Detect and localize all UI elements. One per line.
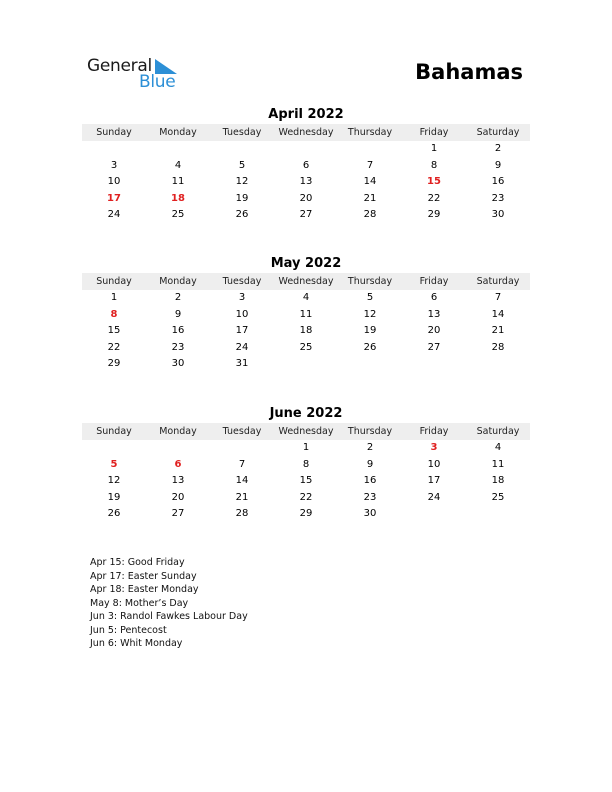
weeks-grid xyxy=(82,440,530,523)
month-title: May 2022 xyxy=(270,256,342,271)
week-row xyxy=(82,506,530,523)
day-cell: 29 xyxy=(299,508,313,519)
day-cell: 9 xyxy=(174,308,182,320)
day-cell: 4 xyxy=(494,442,502,453)
week-row xyxy=(82,356,530,373)
day-cell: 9 xyxy=(366,458,374,470)
day-cell: 26 xyxy=(363,341,377,353)
day-cell: 28 xyxy=(491,341,505,353)
holiday-item: Apr 18: Easter Monday xyxy=(90,584,199,595)
day-cell: 25 xyxy=(171,209,185,220)
day-cell: 9 xyxy=(494,159,502,171)
holiday-item: Apr 15: Good Friday xyxy=(90,557,185,568)
weekday-label: Friday xyxy=(419,127,449,138)
week-row xyxy=(82,174,530,191)
weeks-grid xyxy=(82,290,530,373)
week-row xyxy=(82,191,530,208)
day-cell: 29 xyxy=(107,358,121,369)
day-cell: 1 xyxy=(110,292,118,303)
logo-text-general: General xyxy=(87,56,152,76)
month-title: June 2022 xyxy=(269,406,343,421)
day-cell xyxy=(466,506,530,523)
weekday-label: Sunday xyxy=(96,276,132,287)
day-cell: 11 xyxy=(491,458,505,470)
weekday-label: Thursday xyxy=(347,127,393,138)
day-cell: 13 xyxy=(171,475,185,486)
day-cell: 12 xyxy=(107,475,121,486)
weekday-label: Tuesday xyxy=(222,426,262,437)
month-title: April 2022 xyxy=(268,107,344,122)
weeks-grid xyxy=(82,141,530,224)
weekday-label: Friday xyxy=(419,426,449,437)
day-cell: 21 xyxy=(235,491,249,503)
week-row xyxy=(82,158,530,175)
day-cell: 26 xyxy=(107,508,121,519)
day-cell: 16 xyxy=(363,475,377,486)
week-row xyxy=(82,323,530,340)
holiday-day-cell: 15 xyxy=(427,176,441,187)
weekday-label: Tuesday xyxy=(222,127,262,138)
holiday-item: Jun 3: Randol Fawkes Labour Day xyxy=(90,611,248,622)
weekday-label: Wednesday xyxy=(278,276,334,287)
weekday-label: Friday xyxy=(419,276,449,287)
day-cell: 5 xyxy=(366,292,374,303)
day-cell: 24 xyxy=(107,209,121,220)
day-cell: 20 xyxy=(427,325,441,336)
day-cell: 19 xyxy=(107,491,121,503)
weekday-label: Monday xyxy=(159,276,197,287)
day-cell: 27 xyxy=(171,508,185,519)
day-cell: 7 xyxy=(366,159,374,171)
day-cell xyxy=(146,440,210,457)
day-cell: 25 xyxy=(299,341,313,353)
day-cell: 7 xyxy=(238,458,246,470)
holiday-list xyxy=(90,556,248,651)
week-row xyxy=(82,457,530,474)
day-cell: 15 xyxy=(107,325,121,336)
day-cell: 3 xyxy=(238,292,246,303)
day-cell: 25 xyxy=(491,491,505,503)
day-cell xyxy=(338,356,402,373)
day-cell: 5 xyxy=(238,159,246,171)
day-cell: 24 xyxy=(235,341,249,353)
day-cell: 22 xyxy=(107,341,121,353)
day-cell: 13 xyxy=(299,176,313,187)
weekday-header-row xyxy=(82,273,530,290)
holiday-day-cell: 6 xyxy=(174,458,182,470)
day-cell: 29 xyxy=(427,209,441,220)
day-cell: 27 xyxy=(427,341,441,353)
day-cell: 19 xyxy=(235,192,249,204)
day-cell xyxy=(402,506,466,523)
day-cell: 28 xyxy=(363,209,377,220)
day-cell xyxy=(274,141,338,158)
day-cell: 10 xyxy=(235,308,249,320)
day-cell xyxy=(210,440,274,457)
day-cell: 10 xyxy=(427,458,441,470)
week-row xyxy=(82,490,530,507)
day-cell: 8 xyxy=(430,159,438,171)
day-cell xyxy=(146,141,210,158)
month-calendar-april xyxy=(82,106,530,224)
month-calendar-may xyxy=(82,255,530,373)
day-cell: 7 xyxy=(494,292,502,303)
week-row xyxy=(82,440,530,457)
day-cell: 14 xyxy=(363,176,377,187)
weekday-label: Wednesday xyxy=(278,426,334,437)
holiday-day-cell: 8 xyxy=(110,308,118,320)
logo xyxy=(87,56,197,92)
day-cell: 1 xyxy=(302,442,310,453)
weekday-label: Monday xyxy=(159,127,197,138)
holiday-day-cell: 3 xyxy=(430,442,438,453)
day-cell: 20 xyxy=(171,491,185,503)
day-cell: 20 xyxy=(299,192,313,204)
day-cell: 23 xyxy=(363,491,377,503)
day-cell: 18 xyxy=(299,325,313,336)
day-cell xyxy=(338,141,402,158)
day-cell: 22 xyxy=(427,192,441,204)
week-row xyxy=(82,307,530,324)
weekday-header-row xyxy=(82,423,530,440)
week-row xyxy=(82,207,530,224)
day-cell: 3 xyxy=(110,159,118,171)
day-cell xyxy=(82,141,146,158)
day-cell: 16 xyxy=(491,176,505,187)
weekday-label: Saturday xyxy=(476,127,520,138)
day-cell: 23 xyxy=(171,341,185,353)
weekday-label: Thursday xyxy=(347,276,393,287)
weekday-header-row xyxy=(82,124,530,141)
holiday-item: Apr 17: Easter Sunday xyxy=(90,570,197,582)
day-cell: 6 xyxy=(302,159,310,171)
day-cell: 13 xyxy=(427,308,441,320)
weekday-label: Sunday xyxy=(96,426,132,437)
day-cell xyxy=(210,141,274,158)
day-cell xyxy=(402,356,466,373)
weekday-label: Sunday xyxy=(96,127,132,138)
day-cell: 12 xyxy=(363,308,377,320)
holiday-day-cell: 17 xyxy=(107,192,121,204)
day-cell: 14 xyxy=(235,475,249,486)
day-cell: 6 xyxy=(430,292,438,303)
holiday-item: Jun 5: Pentecost xyxy=(90,624,167,636)
day-cell: 30 xyxy=(171,358,185,369)
day-cell: 2 xyxy=(174,292,182,303)
weekday-label: Tuesday xyxy=(222,276,262,287)
week-row xyxy=(82,340,530,357)
week-row xyxy=(82,473,530,490)
day-cell xyxy=(82,440,146,457)
day-cell: 12 xyxy=(235,176,249,187)
day-cell: 11 xyxy=(171,176,185,187)
day-cell: 4 xyxy=(302,292,310,303)
day-cell: 16 xyxy=(171,325,185,336)
weekday-label: Saturday xyxy=(476,426,520,437)
day-cell: 15 xyxy=(299,475,313,486)
holiday-day-cell: 5 xyxy=(110,458,118,470)
day-cell: 17 xyxy=(427,475,441,486)
day-cell: 21 xyxy=(491,325,505,336)
week-row xyxy=(82,141,530,158)
weekday-label: Saturday xyxy=(476,276,520,287)
day-cell: 31 xyxy=(235,358,249,369)
month-calendar-june xyxy=(82,405,530,523)
holiday-item: May 8: Mother’s Day xyxy=(90,597,189,609)
day-cell: 19 xyxy=(363,325,377,336)
day-cell: 18 xyxy=(491,475,505,486)
day-cell: 26 xyxy=(235,209,249,220)
weekday-label: Thursday xyxy=(347,426,393,437)
day-cell: 10 xyxy=(107,176,121,187)
day-cell: 2 xyxy=(366,442,374,453)
day-cell: 21 xyxy=(363,192,377,204)
day-cell: 30 xyxy=(491,209,505,220)
day-cell: 30 xyxy=(363,508,377,519)
day-cell: 1 xyxy=(430,143,438,154)
day-cell: 8 xyxy=(302,458,310,470)
weekday-label: Wednesday xyxy=(278,127,334,138)
day-cell xyxy=(274,356,338,373)
weekday-label: Monday xyxy=(159,426,197,437)
holiday-item: Jun 6: Whit Monday xyxy=(90,638,183,649)
day-cell: 11 xyxy=(299,308,313,320)
day-cell: 4 xyxy=(174,159,182,171)
logo-text-blue: Blue xyxy=(139,72,176,92)
country-title: Bahamas xyxy=(415,60,523,84)
holiday-day-cell: 18 xyxy=(171,192,185,204)
week-row xyxy=(82,290,530,307)
day-cell: 23 xyxy=(491,192,505,204)
day-cell: 28 xyxy=(235,508,249,519)
day-cell: 17 xyxy=(235,325,249,336)
day-cell: 22 xyxy=(299,491,313,503)
day-cell: 24 xyxy=(427,491,441,503)
day-cell xyxy=(466,356,530,373)
day-cell: 2 xyxy=(494,143,502,154)
day-cell: 14 xyxy=(491,308,505,320)
day-cell: 27 xyxy=(299,209,313,220)
